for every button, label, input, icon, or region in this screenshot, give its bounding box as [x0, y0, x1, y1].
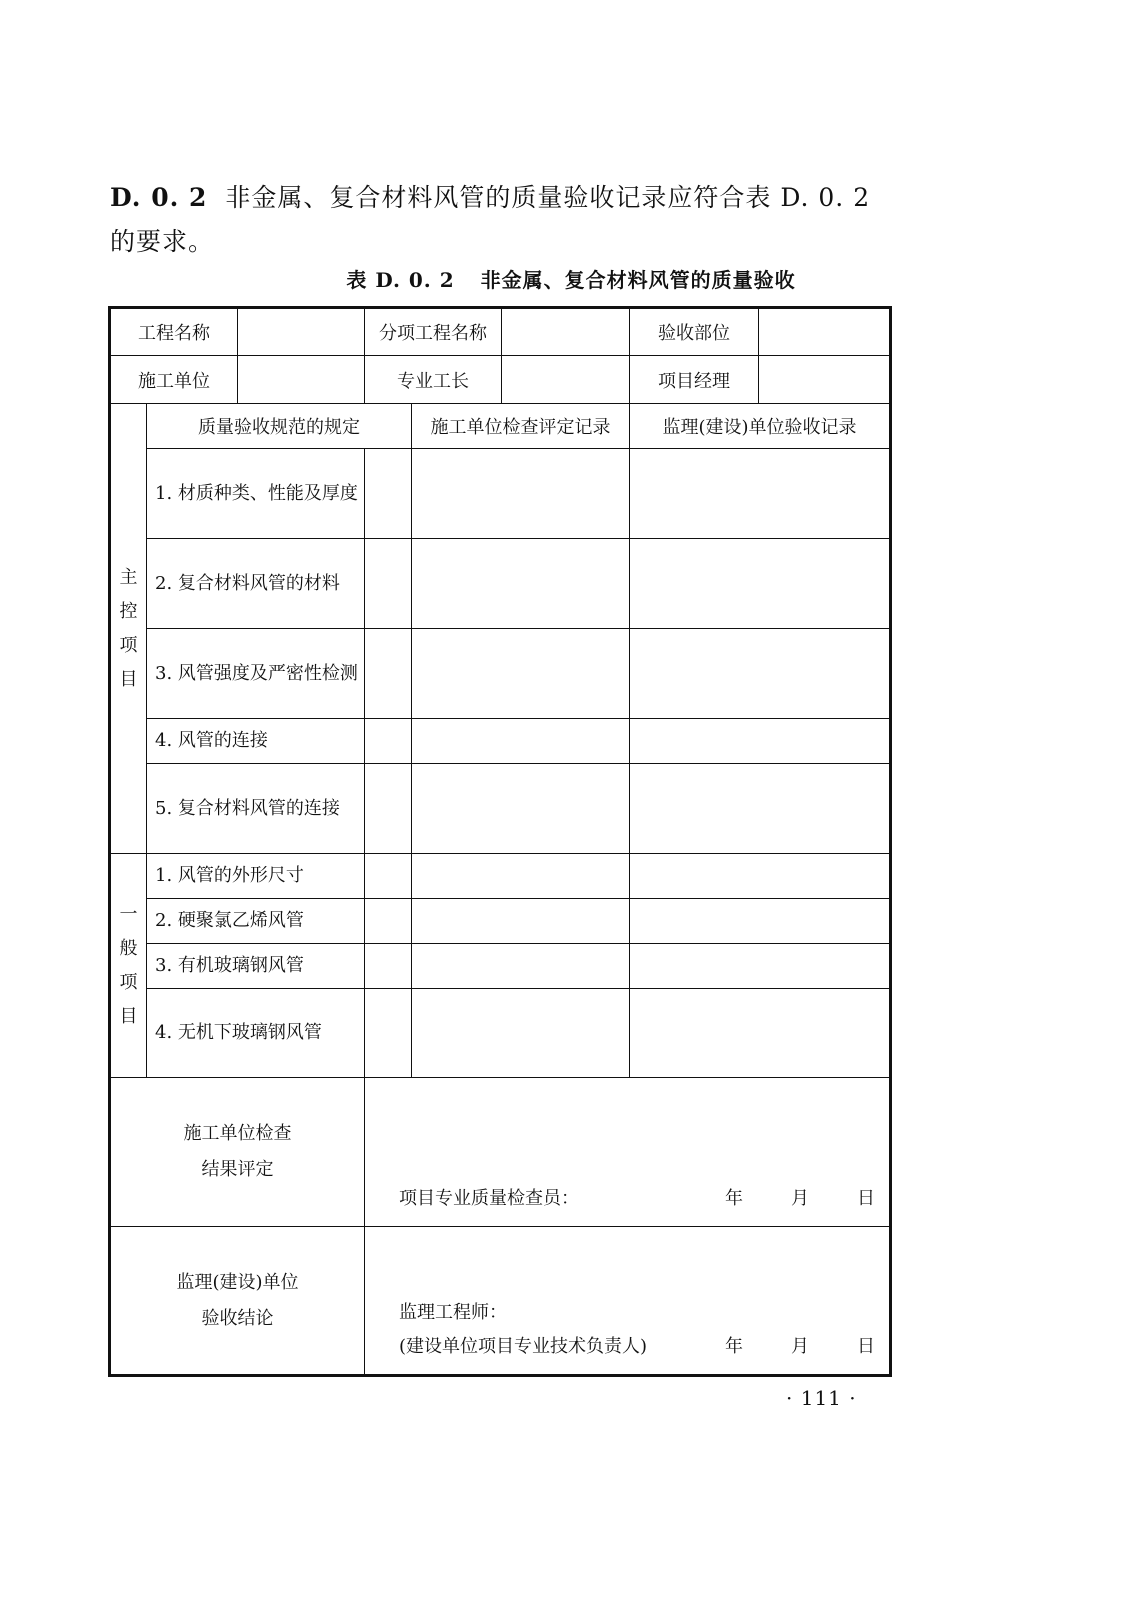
clause-number: D. 0. 2	[110, 183, 208, 212]
main-item-3-supervisor-record[interactable]	[630, 629, 891, 719]
supervisor-result-label: 监理(建设)单位 验收结论	[110, 1227, 365, 1376]
main-item-5-supervisor-record[interactable]	[630, 764, 891, 854]
supervisor-result-signature[interactable]	[365, 1227, 891, 1376]
general-item-1-supervisor-record[interactable]	[630, 854, 891, 899]
main-item-3-contractor-record[interactable]	[412, 629, 630, 719]
main-item-1-supervisor-record[interactable]	[630, 449, 891, 539]
general-item-3-mark[interactable]	[365, 944, 412, 989]
general-item-3-contractor-record[interactable]	[412, 944, 630, 989]
general-item-1-contractor-record[interactable]	[412, 854, 630, 899]
main-item-4-supervisor-record[interactable]	[630, 719, 891, 764]
table-title: 非金属、复合材料风管的质量验收	[480, 268, 796, 292]
main-item-5-mark[interactable]	[365, 764, 412, 854]
general-items-label: 一 般 项 目	[110, 854, 147, 1078]
main-item-3-mark[interactable]	[365, 629, 412, 719]
main-item-1-mark[interactable]	[365, 449, 412, 539]
column-header-row	[110, 404, 891, 449]
clause-text: 非金属、复合材料风管的质量验收记录应符合表 D. 0. 2 的要求。	[110, 183, 871, 256]
foreman-label: 专业工长	[365, 356, 502, 404]
project-name-label: 工程名称	[110, 308, 238, 356]
general-item-2: 2. 硬聚氯乙烯风管	[147, 899, 365, 944]
contractor-result-signature[interactable]	[365, 1078, 891, 1227]
main-item-4: 4. 风管的连接	[147, 719, 365, 764]
main-item-2-supervisor-record[interactable]	[630, 539, 891, 629]
general-item-4-contractor-record[interactable]	[412, 989, 630, 1078]
supervisor-result-row	[110, 1227, 891, 1376]
quality-inspector-label: 项目专业质量检查员：	[399, 1188, 579, 1209]
general-item-1: 1. 风管的外形尺寸	[147, 854, 365, 899]
general-item-2-supervisor-record[interactable]	[630, 899, 891, 944]
supervisor-date: 年 月 日	[725, 1336, 875, 1357]
main-items-label: 主 控 项 目	[110, 404, 147, 854]
general-item-2-mark[interactable]	[365, 899, 412, 944]
project-manager-label: 项目经理	[630, 356, 759, 404]
supervisor-record-header: 监理(建设)单位验收记录	[630, 404, 891, 449]
main-item-1: 1. 材质种类、性能及厚度	[147, 449, 365, 539]
project-name-value[interactable]	[238, 308, 365, 356]
main-item-2-mark[interactable]	[365, 539, 412, 629]
table-row	[110, 629, 891, 719]
table-row	[110, 764, 891, 854]
owner-representative-label: (建设单位项目专业技术负责人)	[399, 1336, 648, 1357]
general-item-4-mark[interactable]	[365, 989, 412, 1078]
table-row	[110, 539, 891, 629]
main-item-2: 2. 复合材料风管的材料	[147, 539, 365, 629]
main-item-4-contractor-record[interactable]	[412, 719, 630, 764]
header-row-1	[110, 308, 891, 356]
foreman-value[interactable]	[502, 356, 630, 404]
project-manager-value[interactable]	[759, 356, 891, 404]
construction-unit-label: 施工单位	[110, 356, 238, 404]
general-item-3-supervisor-record[interactable]	[630, 944, 891, 989]
table-caption	[0, 264, 1142, 293]
table-row	[110, 719, 891, 764]
main-item-1-contractor-record[interactable]	[412, 449, 630, 539]
intro-paragraph	[110, 176, 900, 264]
table-row	[110, 449, 891, 539]
general-item-1-mark[interactable]	[365, 854, 412, 899]
page-number: · 111 ·	[786, 1386, 857, 1410]
spec-column-header: 质量验收规范的规定	[147, 404, 412, 449]
acceptance-part-label: 验收部位	[630, 308, 759, 356]
supervising-engineer-label: 监理工程师：	[399, 1302, 507, 1323]
main-item-5-contractor-record[interactable]	[412, 764, 630, 854]
general-item-4-supervisor-record[interactable]	[630, 989, 891, 1078]
table-row	[110, 899, 891, 944]
contractor-date: 年 月 日	[725, 1188, 875, 1209]
main-item-4-mark[interactable]	[365, 719, 412, 764]
general-item-2-contractor-record[interactable]	[412, 899, 630, 944]
acceptance-form-table	[108, 306, 892, 1377]
header-row-2	[110, 356, 891, 404]
table-number: 表 D. 0. 2	[346, 268, 455, 292]
contractor-result-label: 施工单位检查 结果评定	[110, 1078, 365, 1227]
contractor-record-header: 施工单位检查评定记录	[412, 404, 630, 449]
acceptance-part-value[interactable]	[759, 308, 891, 356]
main-item-3: 3. 风管强度及严密性检测	[147, 629, 365, 719]
sub-project-name-value[interactable]	[502, 308, 630, 356]
table-row	[110, 989, 891, 1078]
main-item-2-contractor-record[interactable]	[412, 539, 630, 629]
general-item-3: 3. 有机玻璃钢风管	[147, 944, 365, 989]
sub-project-name-label: 分项工程名称	[365, 308, 502, 356]
construction-unit-value[interactable]	[238, 356, 365, 404]
main-item-5: 5. 复合材料风管的连接	[147, 764, 365, 854]
contractor-result-row	[110, 1078, 891, 1227]
table-row	[110, 944, 891, 989]
general-item-4: 4. 无机下玻璃钢风管	[147, 989, 365, 1078]
table-row	[110, 854, 891, 899]
